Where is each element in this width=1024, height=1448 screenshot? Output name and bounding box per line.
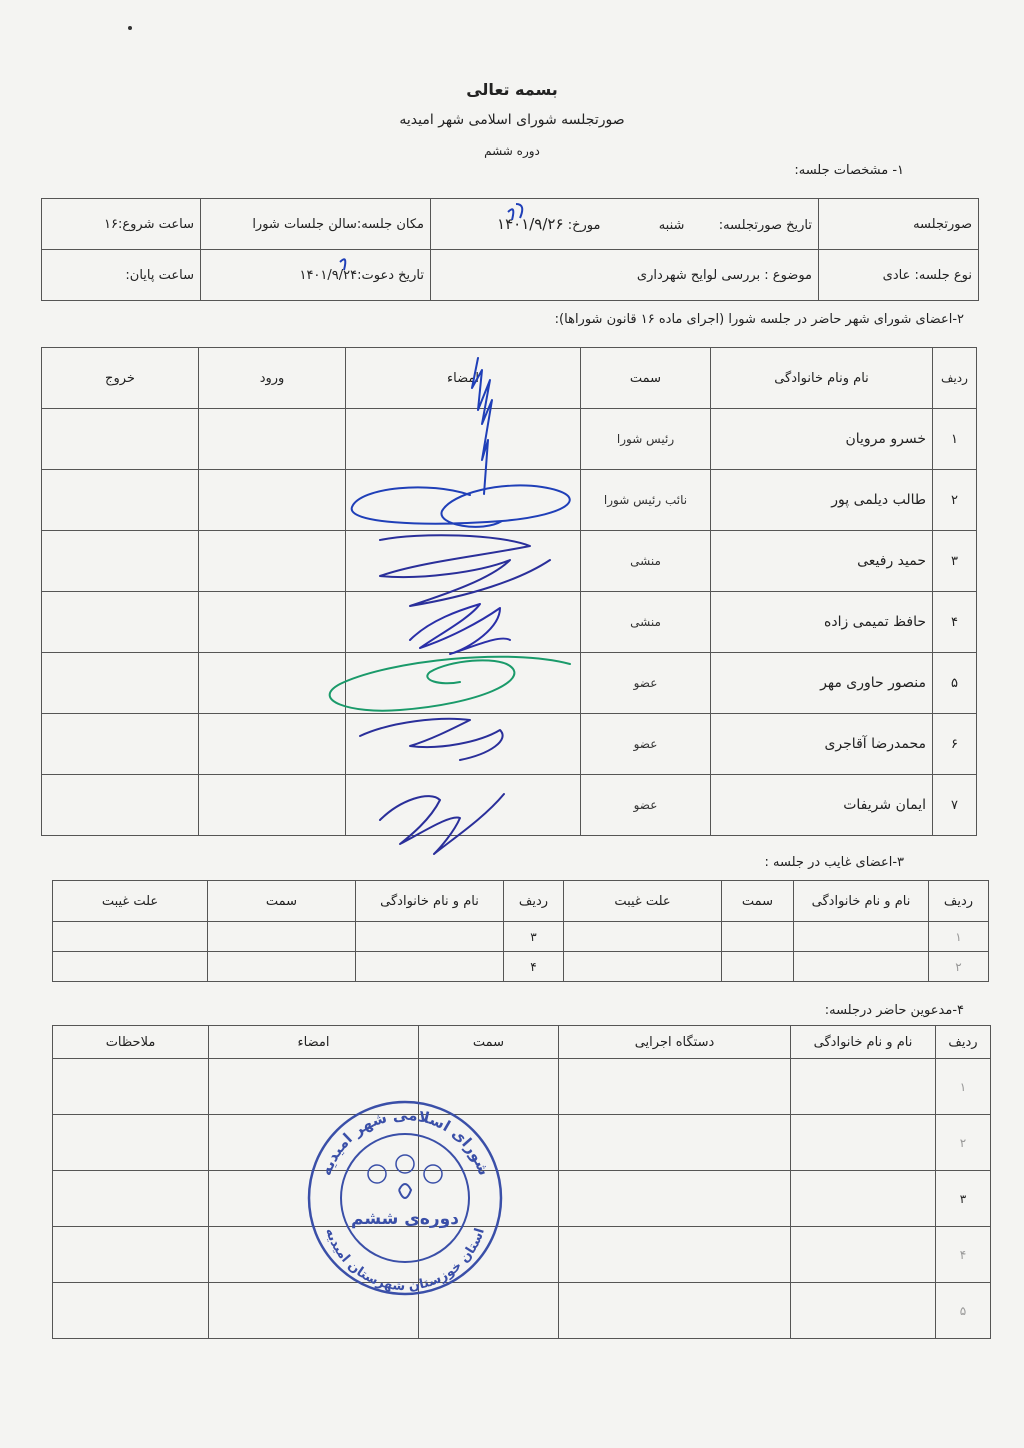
member-position: منشی bbox=[581, 592, 711, 653]
col-row-number: ردیف bbox=[504, 881, 564, 922]
row-number: ۱ bbox=[936, 1059, 991, 1115]
row-number: ۷ bbox=[933, 775, 977, 836]
section1-heading: ۱- مشخصات جلسه: bbox=[794, 163, 904, 178]
row-number: ۱ bbox=[933, 409, 977, 470]
row-number: ۲ bbox=[933, 470, 977, 531]
handwritten-date-mark bbox=[340, 259, 345, 270]
row-number: ۲ bbox=[929, 952, 989, 982]
row-number: ۵ bbox=[933, 653, 977, 714]
col-row-number: ردیف bbox=[933, 348, 977, 409]
end-time-cell: ساعت پایان: bbox=[42, 250, 201, 301]
col-signature: امضاء bbox=[346, 348, 581, 409]
col-full-name: نام ونام خانوادگی bbox=[711, 348, 933, 409]
signature-5 bbox=[330, 657, 570, 711]
section2-heading: ۲-اعضای شورای شهر حاضر در جلسه شورا (اجرای ماده ۱۶ قانون شوراها): bbox=[554, 312, 964, 327]
dated-value: ۱۴۰۱/۹/۲۶ bbox=[497, 215, 564, 233]
col-row-number: ردیف bbox=[936, 1026, 991, 1059]
col-absence-reason: علت غیبت bbox=[564, 881, 722, 922]
col-position: سمت bbox=[419, 1026, 559, 1059]
document-title: صورتجلسه شورای اسلامی شهر امیدیه bbox=[399, 112, 625, 128]
section3-heading: ۳-اعضای غایب در جلسه : bbox=[764, 855, 904, 870]
start-time-cell: ساعت شروع:۱۶ bbox=[42, 199, 201, 250]
dated-label: مورخ: bbox=[567, 218, 601, 233]
seal-bottom-text: استان خوزستان شهرستان امیدیه bbox=[322, 1226, 488, 1295]
official-seal bbox=[309, 1102, 501, 1294]
signature-4 bbox=[410, 604, 510, 654]
member-name: محمدرضا آقاجری bbox=[711, 714, 933, 775]
seal-emblem-icon bbox=[368, 1155, 442, 1198]
col-full-name: نام و نام خانوادگی bbox=[356, 881, 504, 922]
member-position: نائب رئیس شورا bbox=[581, 470, 711, 531]
seal-top-text: شورای اسلامی شهر امیدیه bbox=[316, 1105, 494, 1178]
row-number: ۴ bbox=[936, 1227, 991, 1283]
col-signature: امضاء bbox=[209, 1026, 419, 1059]
col-position: سمت bbox=[722, 881, 794, 922]
seal-center-text: دوره‌ی ششم bbox=[351, 1209, 459, 1229]
signature-6 bbox=[360, 719, 503, 760]
bismillah: بسمه تعالی bbox=[466, 80, 558, 99]
row-number: ۴ bbox=[504, 952, 564, 982]
row-number: ۳ bbox=[933, 531, 977, 592]
member-name: ایمان شریفات bbox=[711, 775, 933, 836]
signature-7 bbox=[380, 794, 504, 854]
col-full-name: نام و نام خانوادگی bbox=[794, 881, 929, 922]
member-position: رئیس شورا bbox=[581, 409, 711, 470]
member-name: حمید رفیعی bbox=[711, 531, 933, 592]
member-position: عضو bbox=[581, 775, 711, 836]
council-term: دوره ششم bbox=[484, 144, 540, 158]
member-position: منشی bbox=[581, 531, 711, 592]
signature-3 bbox=[380, 535, 550, 606]
member-position: عضو bbox=[581, 714, 711, 775]
subject-cell: موضوع : بررسی لوایح شهرداری bbox=[431, 250, 819, 301]
minutes-cell: صورتجلسه bbox=[819, 199, 979, 250]
minutes-date-label: تاریخ صورتجلسه: bbox=[718, 218, 812, 233]
col-position: سمت bbox=[581, 348, 711, 409]
row-number: ۲ bbox=[936, 1115, 991, 1171]
member-name: خسرو مرویان bbox=[711, 409, 933, 470]
invite-date-cell: تاریخ دعوت:۱۴۰۱/۹/۲۴ bbox=[201, 250, 431, 301]
col-position: سمت bbox=[208, 881, 356, 922]
row-number: ۳ bbox=[936, 1171, 991, 1227]
row-number: ۶ bbox=[933, 714, 977, 775]
weekday: شنبه bbox=[658, 218, 685, 233]
col-row-number: ردیف bbox=[929, 881, 989, 922]
row-number: ۴ bbox=[933, 592, 977, 653]
row-number: ۵ bbox=[936, 1283, 991, 1339]
section4-heading: ۴-مدعوین حاضر درجلسه: bbox=[824, 1003, 964, 1018]
member-name: طالب دیلمی پور bbox=[711, 470, 933, 531]
handwritten-date-mark bbox=[508, 204, 522, 220]
member-name: منصور حاوری مهر bbox=[711, 653, 933, 714]
location-cell: مکان جلسه:سالن جلسات شورا bbox=[201, 199, 431, 250]
row-number: ۳ bbox=[504, 922, 564, 952]
col-organization: دستگاه اجرایی bbox=[559, 1026, 791, 1059]
col-full-name: نام و نام خانوادگی bbox=[791, 1026, 936, 1059]
member-name: حافظ تمیمی زاده bbox=[711, 592, 933, 653]
col-absence-reason: علت غیبت bbox=[53, 881, 208, 922]
col-remarks: ملاحظات bbox=[53, 1026, 209, 1059]
session-type-cell: نوع جلسه: عادی bbox=[819, 250, 979, 301]
col-exit: خروج bbox=[42, 348, 199, 409]
col-entry: ورود bbox=[199, 348, 346, 409]
row-number: ۱ bbox=[929, 922, 989, 952]
member-position: عضو bbox=[581, 653, 711, 714]
signature-1 bbox=[472, 358, 492, 494]
signature-2 bbox=[352, 485, 570, 526]
